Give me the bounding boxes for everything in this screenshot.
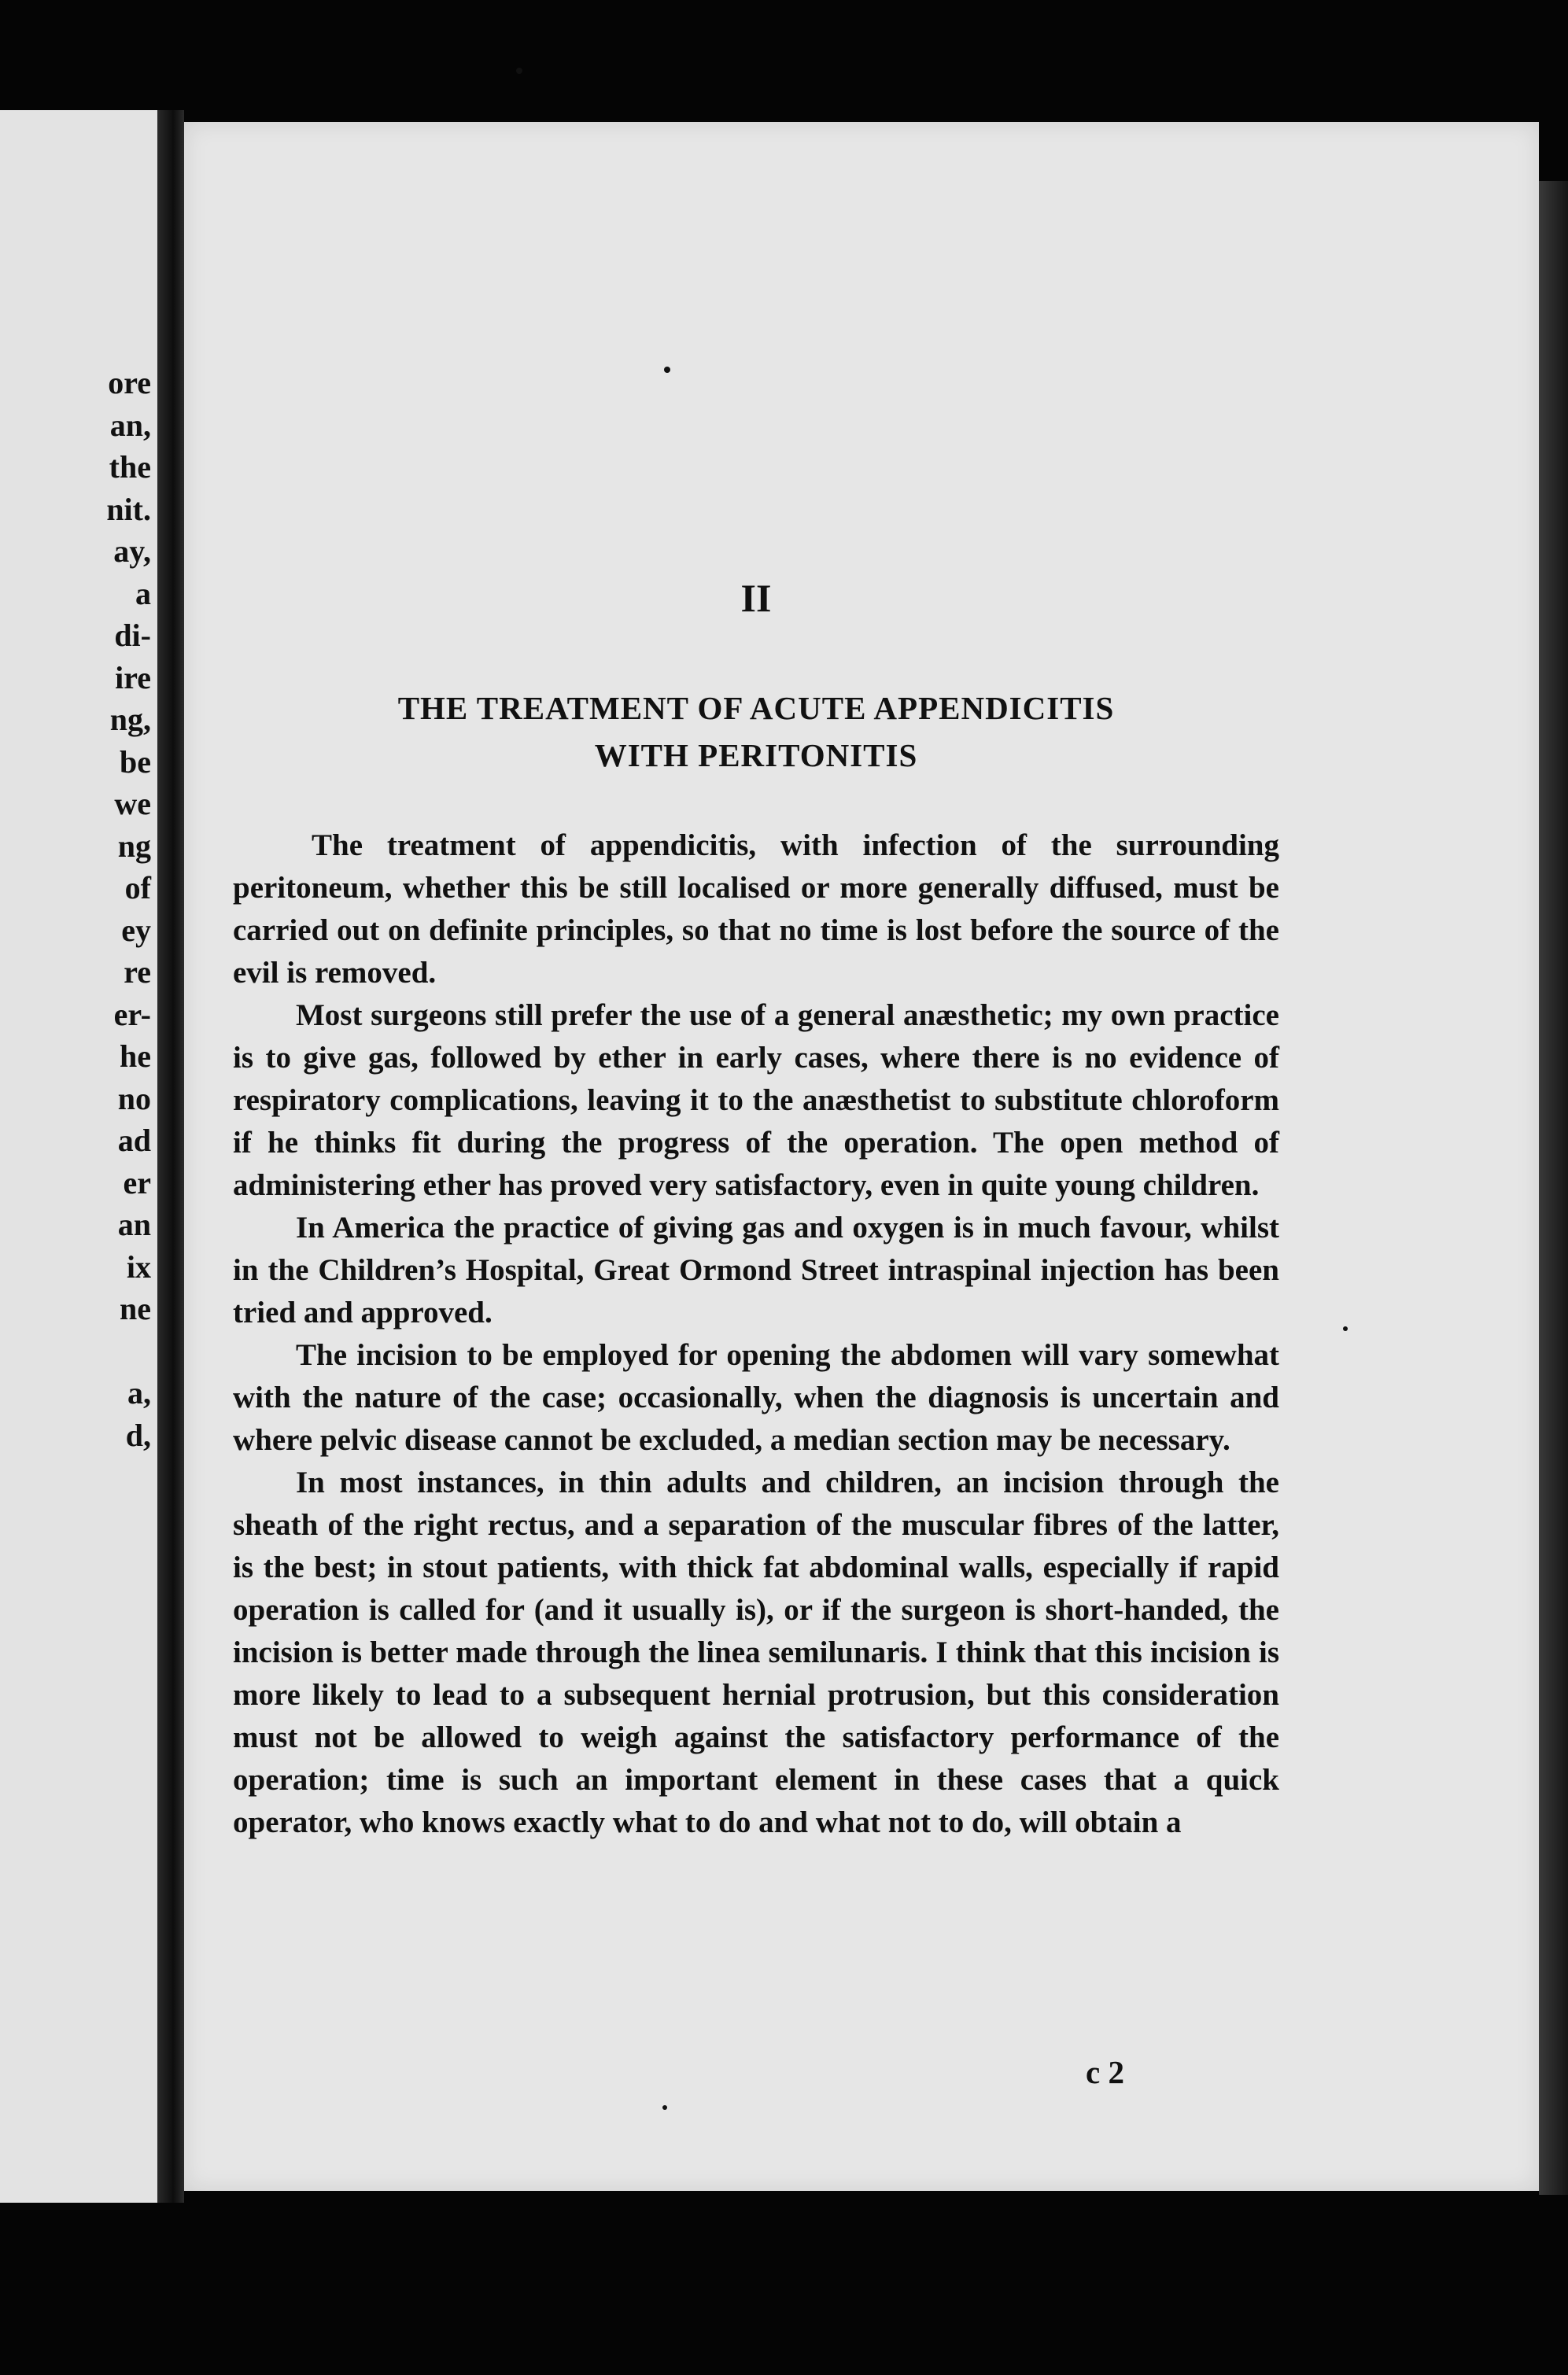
previous-page-fragment: a, (127, 1375, 151, 1411)
dust-speck (664, 367, 670, 373)
previous-page-fragment: be (120, 743, 151, 780)
previous-page-fragment: er- (113, 996, 151, 1032)
previous-page-fragment: an, (109, 407, 151, 443)
dust-speck (516, 68, 522, 74)
paragraph: In America the practice of giving gas and oxygen is in much favour, whilst in the Children’s Hospital, Great Ormond Street intraspinal injection has been tried and approved. (233, 1211, 1279, 1329)
previous-page-fragment: ore (108, 365, 151, 400)
previous-page-fragment: of (124, 870, 151, 905)
previous-page-fragment: ad (117, 1123, 151, 1158)
paragraph: The treatment of appendicitis, with infection of the surrounding peritoneum, whether this be still localised or more generally diffused, must be carried out on definite principles, so that no time is lost before the source of the evil is removed. (233, 828, 1279, 990)
previous-page (0, 110, 157, 2203)
previous-page-fragment: a (135, 575, 151, 611)
chapter-title-line: WITH PERITONITIS (594, 737, 918, 773)
paragraph: Most surgeons still prefer the use of a general anæsthetic; my own practice is to give gas, followed by ether in early cases, where there is no evidence of respiratory complications, leaving it to the anæsthetist to substitute chloroform if he thinks fit during the progress of the operation. The open method of administering ether has proved very satisfactory, even in quite young children. (233, 998, 1279, 1202)
previous-page-fragment: er (123, 1164, 151, 1200)
previous-page-fragment: d, (125, 1417, 151, 1453)
previous-page-fragment: no (117, 1080, 151, 1116)
paragraph: In most instances, in thin adults and children, an incision through the sheath of the right rectus, and a separation of the muscular fibres of the latter, is the best; in stout patients, with thick fat abdominal walls, especially if rapid operation is called for (and it usually is), or if the surgeon is short-handed, the incision is better made through the linea semilunaris. I think that this incision is more likely to lead to a subsequent hernial protrusion, but this consideration must not be allowed to weigh against the satisfactory performance of the operation; time is such an important element in these cases that a quick operator, who knows exactly what to do and what not to do, will obtain a (233, 1466, 1279, 1839)
previous-page-fragment: ix (126, 1248, 151, 1285)
previous-page-line-fragments (106, 362, 151, 1456)
chapter-number: II (740, 576, 772, 620)
page-edge (1539, 181, 1568, 2195)
previous-page-fragment: re (124, 954, 151, 990)
previous-page-fragment: nit. (106, 491, 151, 527)
previous-page-fragment: ng (117, 828, 151, 864)
previous-page-fragment: ay, (113, 533, 151, 569)
page-content (233, 574, 1279, 1844)
previous-page-fragment (106, 1330, 151, 1373)
chapter-title (233, 684, 1279, 779)
previous-page-fragment: he (120, 1038, 151, 1074)
book-spine-shadow (157, 110, 184, 2203)
previous-page-fragment: ne (120, 1291, 151, 1326)
dust-speck (662, 2105, 667, 2110)
previous-page-fragment: ey (121, 912, 151, 948)
previous-page-fragment: we (114, 786, 151, 821)
dust-speck (1343, 1326, 1348, 1331)
previous-page-fragment: the (109, 449, 151, 485)
previous-page-fragment: di- (114, 618, 151, 653)
paragraph: The incision to be employed for opening the abdomen will vary somewhat with the nature of the case; occasionally, when the diagnosis is uncertain and where pelvic disease cannot be excluded, a median section may be necessary. (233, 1338, 1279, 1457)
chapter-title-line: THE TREATMENT OF ACUTE APPENDICITIS (397, 690, 1115, 726)
previous-page-fragment: ng, (109, 702, 151, 737)
signature-mark: c 2 (1086, 2054, 1124, 2090)
previous-page-fragment: ire (115, 659, 151, 695)
previous-page-fragment: an (117, 1207, 151, 1242)
